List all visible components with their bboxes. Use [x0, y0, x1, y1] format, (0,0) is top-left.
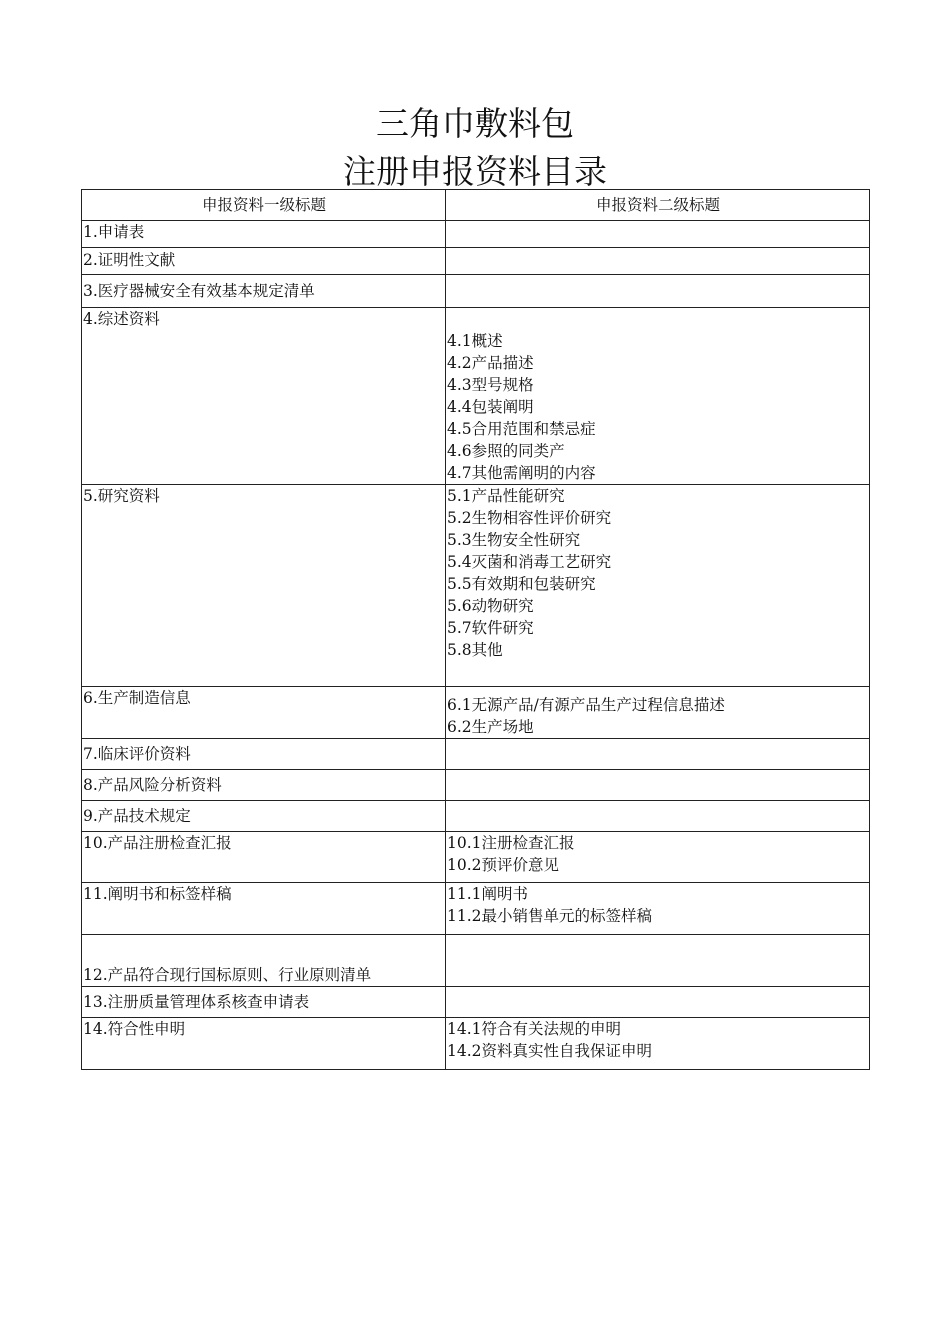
- level2-cell: [446, 248, 870, 275]
- sub-item: 4.4包装阐明: [447, 398, 534, 416]
- level1-cell: 14.符合性申明: [82, 1018, 446, 1070]
- level2-cell: [446, 832, 870, 883]
- level2-cell: [446, 485, 870, 687]
- sub-item: 11.1阐明书: [447, 885, 529, 903]
- sub-item: 5.4灭菌和消毒工艺研究: [447, 553, 612, 571]
- level2-cell: [446, 221, 870, 248]
- level2-cell: [446, 1018, 870, 1070]
- sub-item: 5.5有效期和包装研究: [447, 575, 596, 593]
- level1-cell: 13.注册质量管理体系核查申请表: [82, 987, 446, 1018]
- sub-item: 10.2预评价意见: [447, 856, 560, 874]
- sub-item: 5.3生物安全性研究: [447, 531, 581, 549]
- sub-item: 5.7软件研究: [447, 619, 534, 637]
- level1-cell: 1.申请表: [82, 221, 446, 248]
- table-row: [82, 739, 870, 770]
- table-row: [82, 935, 870, 987]
- level1-cell: 2.证明性文献: [82, 248, 446, 275]
- sub-item: 11.2最小销售单元的标签样稿: [447, 907, 653, 925]
- table-row: [82, 883, 870, 935]
- table-header-row: [82, 190, 870, 221]
- level1-cell: 5.研究资料: [82, 485, 446, 687]
- level1-cell: 9.产品技术规定: [82, 801, 446, 832]
- table-row: [82, 832, 870, 883]
- sub-item: 6.2生产场地: [447, 718, 534, 736]
- sub-item: 14.1符合有关法规的申明: [447, 1020, 622, 1038]
- sub-item: 4.1概述: [447, 332, 503, 350]
- level2-cell: [446, 308, 870, 485]
- level2-cell: [446, 987, 870, 1018]
- table-row: [82, 221, 870, 248]
- level2-cell: [446, 739, 870, 770]
- sub-item: 4.6参照的同类产: [447, 442, 565, 460]
- sub-item: 4.5合用范围和禁忌症: [447, 420, 596, 438]
- sub-item: 4.3型号规格: [447, 376, 534, 394]
- table-row: [82, 248, 870, 275]
- level1-cell: 8.产品风险分析资料: [82, 770, 446, 801]
- sub-item: 14.2资料真实性自我保证申明: [447, 1042, 653, 1060]
- level2-cell: [446, 801, 870, 832]
- catalog-table: [81, 189, 870, 1070]
- sub-item: 4.7其他需阐明的内容: [447, 464, 596, 482]
- table-row: [82, 1018, 870, 1070]
- header-level2: 申报资料二级标题: [446, 190, 870, 221]
- level1-cell: 12.产品符合现行国标原则、行业原则清单: [82, 935, 446, 987]
- level2-cell: [446, 935, 870, 987]
- table-row: [82, 987, 870, 1018]
- table-row: [82, 801, 870, 832]
- level2-cell: [446, 770, 870, 801]
- table-row: [82, 770, 870, 801]
- document-subtitle: 注册申报资料目录: [343, 152, 607, 191]
- table-row: [82, 308, 870, 485]
- level2-cell: [446, 275, 870, 308]
- header-level1: 申报资料一级标题: [82, 190, 446, 221]
- table-row: [82, 275, 870, 308]
- sub-item: 5.8其他: [447, 641, 503, 659]
- level1-cell: 4.综述资料: [82, 308, 446, 485]
- sub-item: 5.2生物相容性评价研究: [447, 509, 612, 527]
- level1-cell: 11.阐明书和标签样稿: [82, 883, 446, 935]
- level1-cell: 3.医疗器械安全有效基本规定清单: [82, 275, 446, 308]
- document-title: 三角巾敷料包: [376, 104, 574, 143]
- table-row: [82, 485, 870, 687]
- sub-item: 4.2产品描述: [447, 354, 534, 372]
- sub-item: 10.1注册检查汇报: [447, 834, 575, 852]
- sub-item: 5.6动物研究: [447, 597, 534, 615]
- level1-cell: 6.生产制造信息: [82, 687, 446, 739]
- level2-cell: [446, 687, 870, 739]
- sub-item: 6.1无源产品/有源产品生产过程信息描述: [447, 696, 725, 714]
- level1-cell: 7.临床评价资料: [82, 739, 446, 770]
- sub-item: 5.1产品性能研究: [447, 487, 565, 505]
- level2-cell: [446, 883, 870, 935]
- level1-cell: 10.产品注册检查汇报: [82, 832, 446, 883]
- table-row: [82, 687, 870, 739]
